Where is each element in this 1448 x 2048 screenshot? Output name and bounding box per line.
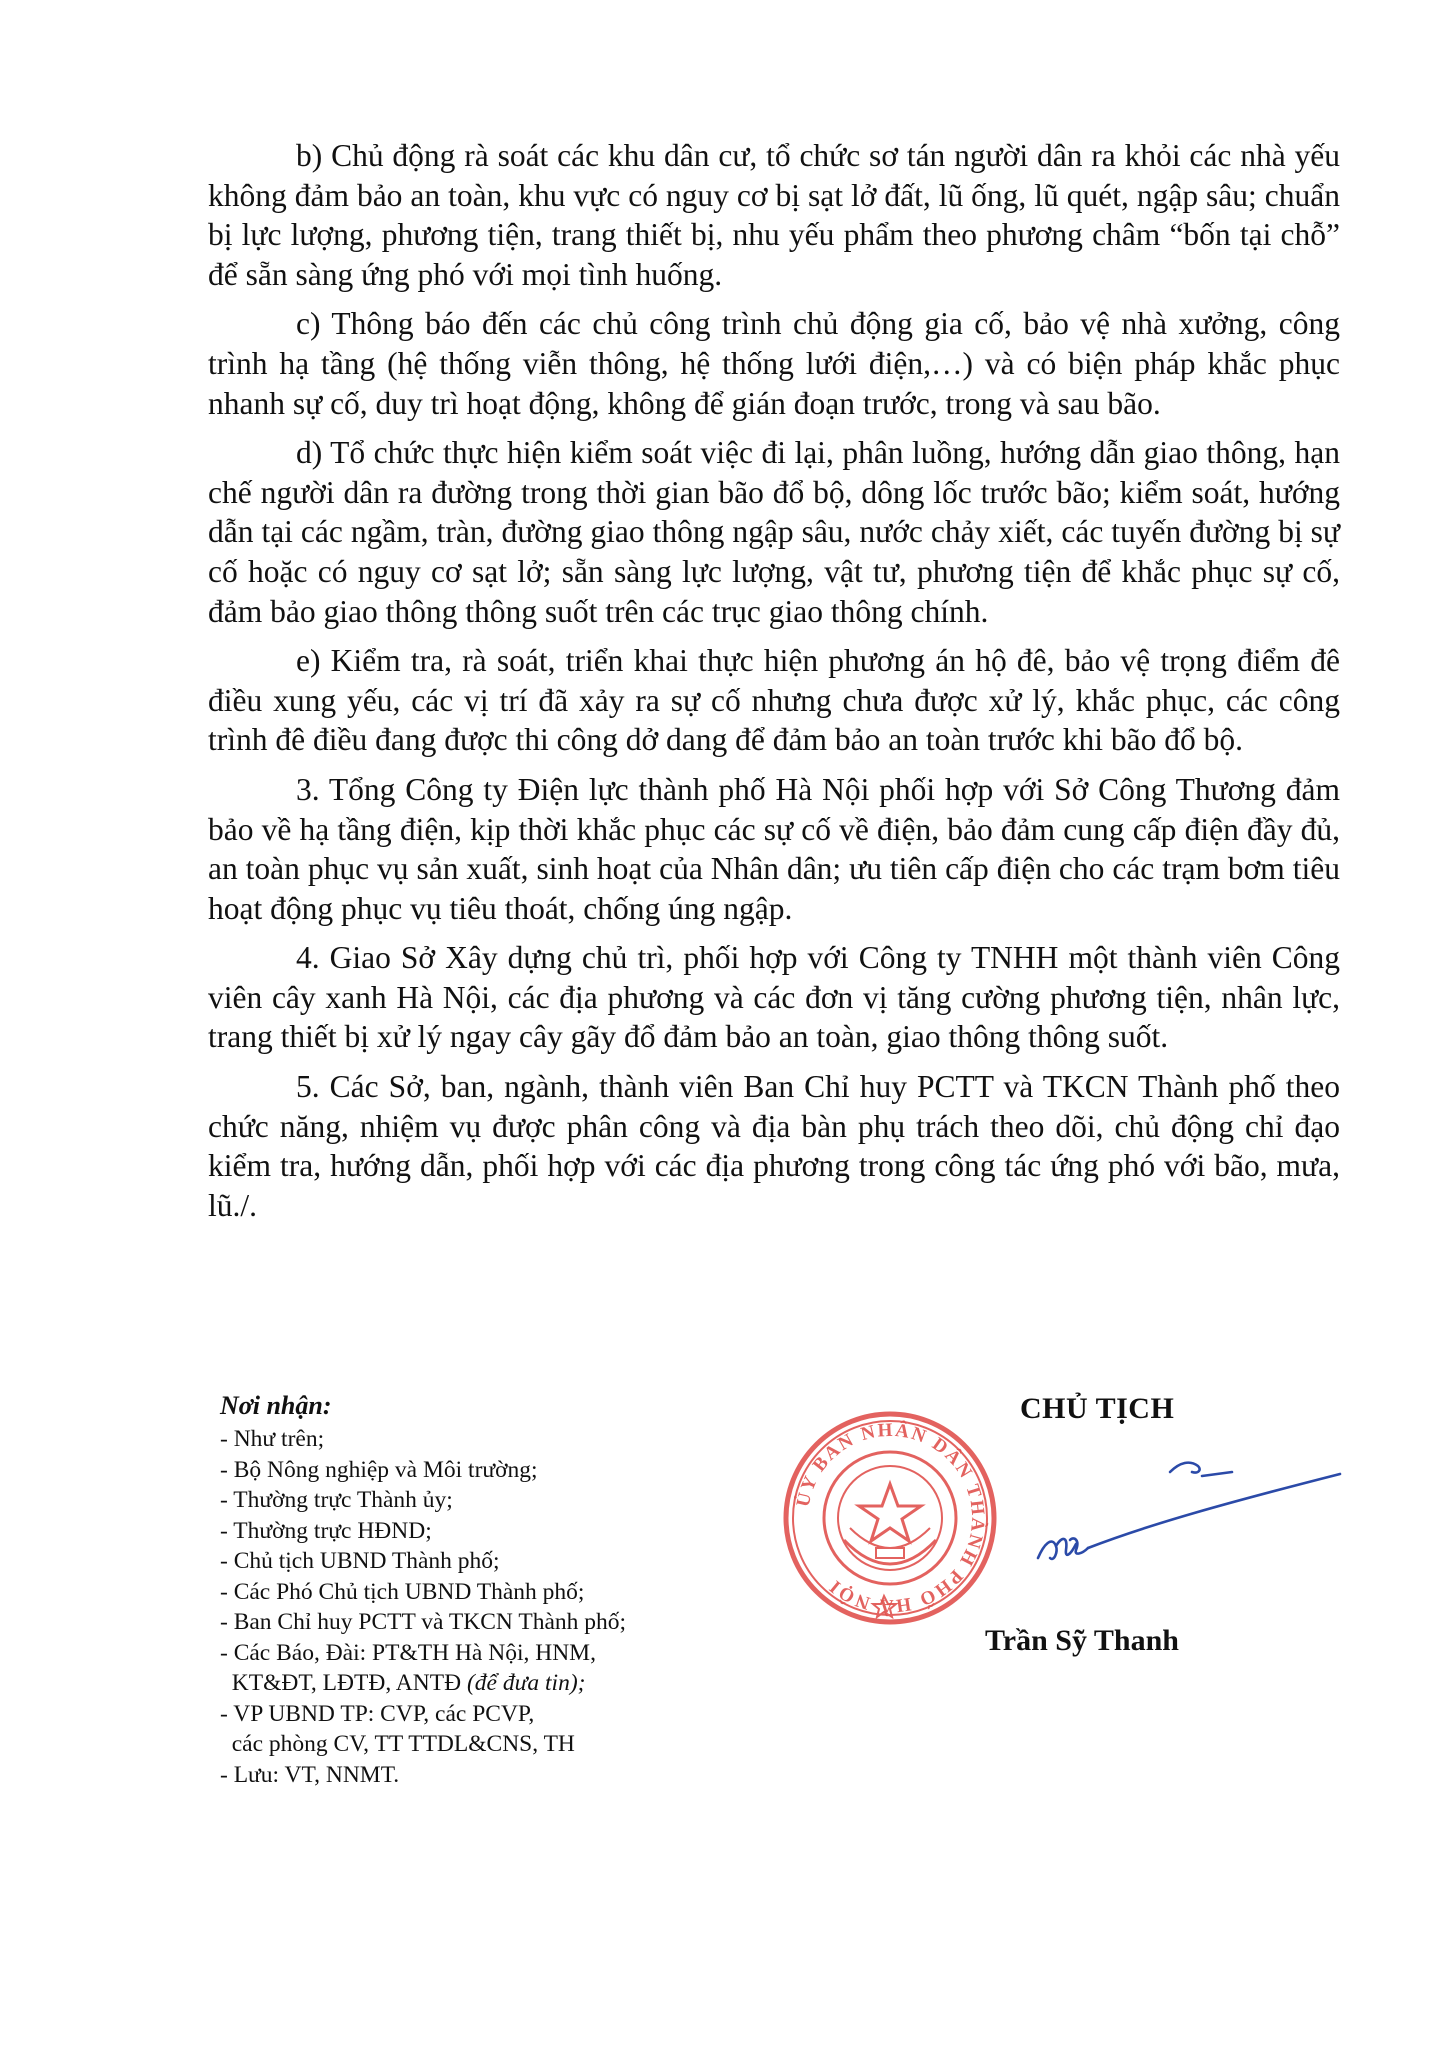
recipient-item-press <box>220 1668 740 1699</box>
document-body <box>208 136 1340 1235</box>
recipient-item: - Như trên; <box>220 1426 325 1452</box>
recipients-list <box>220 1390 740 1790</box>
recipient-item: - VP UBND TP: CVP, các PCVP, <box>220 1700 535 1727</box>
paragraph-d: d) Tổ chức thực hiện kiểm soát việc đi lại, phân luồng, hướng dẫn giao thông, hạn chế người dân ra đường trong thời gian bão đổ bộ, dông lốc trước bão; kiểm soát, hướng dẫn tại các ngầm, tràn, đường giao thông ngập sâu, nước chảy xiết, các tuyến đường bị sự cố hoặc có nguy cơ sạt lở; sẵn sàng lực lượng, vật tư, phương tiện để khắc phục sự cố, đảm bảo giao thông thông suốt trên các trục giao thông chính. <box>208 435 1340 629</box>
recipient-item: - Bộ Nông nghiệp và Môi trường; <box>220 1456 538 1483</box>
recipient-item: - Chủ tịch UBND Thành phố; <box>220 1548 500 1574</box>
press-line: KT&ĐT, LĐTĐ, ANTĐ <box>220 1670 467 1696</box>
recipient-item: - Các Báo, Đài: PT&TH Hà Nội, HNM, <box>220 1639 596 1666</box>
paragraph-b: b) Chủ động rà soát các khu dân cư, tổ chức sơ tán người dân ra khỏi các nhà yếu không đảm bảo an toàn, khu vực có nguy cơ bị sạt lở đất, lũ ống, lũ quét, ngập sâu; chuẩn bị lực lượng, phương tiện, trang thiết bị, nhu yếu phẩm theo phương châm “bốn tại chỗ” để sẵn sàng ứng phó với mọi tình huống. <box>208 138 1340 292</box>
recipient-item: - Thường trực HĐND; <box>220 1517 432 1544</box>
handwritten-signature-icon <box>1030 1440 1350 1590</box>
recipient-item: các phòng CV, TT TTDL&CNS, TH <box>220 1731 575 1757</box>
paragraph-e: e) Kiểm tra, rà soát, triển khai thực hiện phương án hộ đê, bảo vệ trọng điểm đê điều xung yếu, các vị trí đã xảy ra sự cố nhưng chưa được xử lý, khắc phục, các công trình đê điều đang được thi công dở dang để đảm bảo an toàn trước khi bão đổ bộ. <box>208 643 1340 758</box>
press-note: (để đưa tin); <box>466 1670 586 1696</box>
paragraph-5: 5. Các Sở, ban, ngành, thành viên Ban Chỉ huy PCTT và TKCN Thành phố theo chức năng, nhiệm vụ được phân công và địa bàn phụ trách theo dõi, chủ động chỉ đạo kiểm tra, hướng dẫn, phối hợp với các địa phương trong công tác ứng phó với bão, mưa, lũ./. <box>208 1069 1340 1223</box>
recipient-item: - Ban Chỉ huy PCTT và TKCN Thành phố; <box>220 1609 627 1635</box>
recipient-item: - Lưu: VT, NNMT. <box>220 1761 400 1788</box>
recipient-item: - Các Phó Chủ tịch UBND Thành phố; <box>220 1578 585 1605</box>
signature-block <box>760 1370 1360 1690</box>
recipients-title: Nơi nhận: <box>220 1391 332 1420</box>
paragraph-4: 4. Giao Sở Xây dựng chủ trì, phối hợp với Công ty TNHH một thành viên Công viên cây xanh Hà Nội, các địa phương và các đơn vị tăng cường phương tiện, nhân lực, trang thiết bị xử lý ngay cây gãy đổ đảm bảo an toàn, giao thông thông suốt. <box>208 940 1340 1055</box>
paragraph-3: 3. Tổng Công ty Điện lực thành phố Hà Nội phối hợp với Sở Công Thương đảm bảo về hạ tầng điện, kịp thời khắc phục các sự cố về điện, bảo đảm cung cấp điện đầy đủ, an toàn phục vụ sản xuất, sinh hoạt của Nhân dân; ưu tiên cấp điện cho các trạm bơm tiêu hoạt động phục vụ tiêu thoát, chống úng ngập. <box>208 771 1340 926</box>
official-seal-icon <box>780 1408 1000 1628</box>
signer-title: CHỦ TỊCH <box>1020 1392 1175 1425</box>
recipient-item: - Thường trực Thành ủy; <box>220 1487 453 1513</box>
seal-text: ỦY BAN NHÂN DÂN THÀNH PHỐ HÀ NỘI <box>792 1419 989 1617</box>
signer-name: Trần Sỹ Thanh <box>985 1624 1179 1657</box>
paragraph-c: c) Thông báo đến các chủ công trình chủ động gia cố, bảo vệ nhà xưởng, công trình hạ tầng (hệ thống viễn thông, hệ thống lưới điện,…) và có biện pháp khắc phục nhanh sự cố, duy trì hoạt động, không để gián đoạn trước, trong và sau bão. <box>208 306 1340 421</box>
